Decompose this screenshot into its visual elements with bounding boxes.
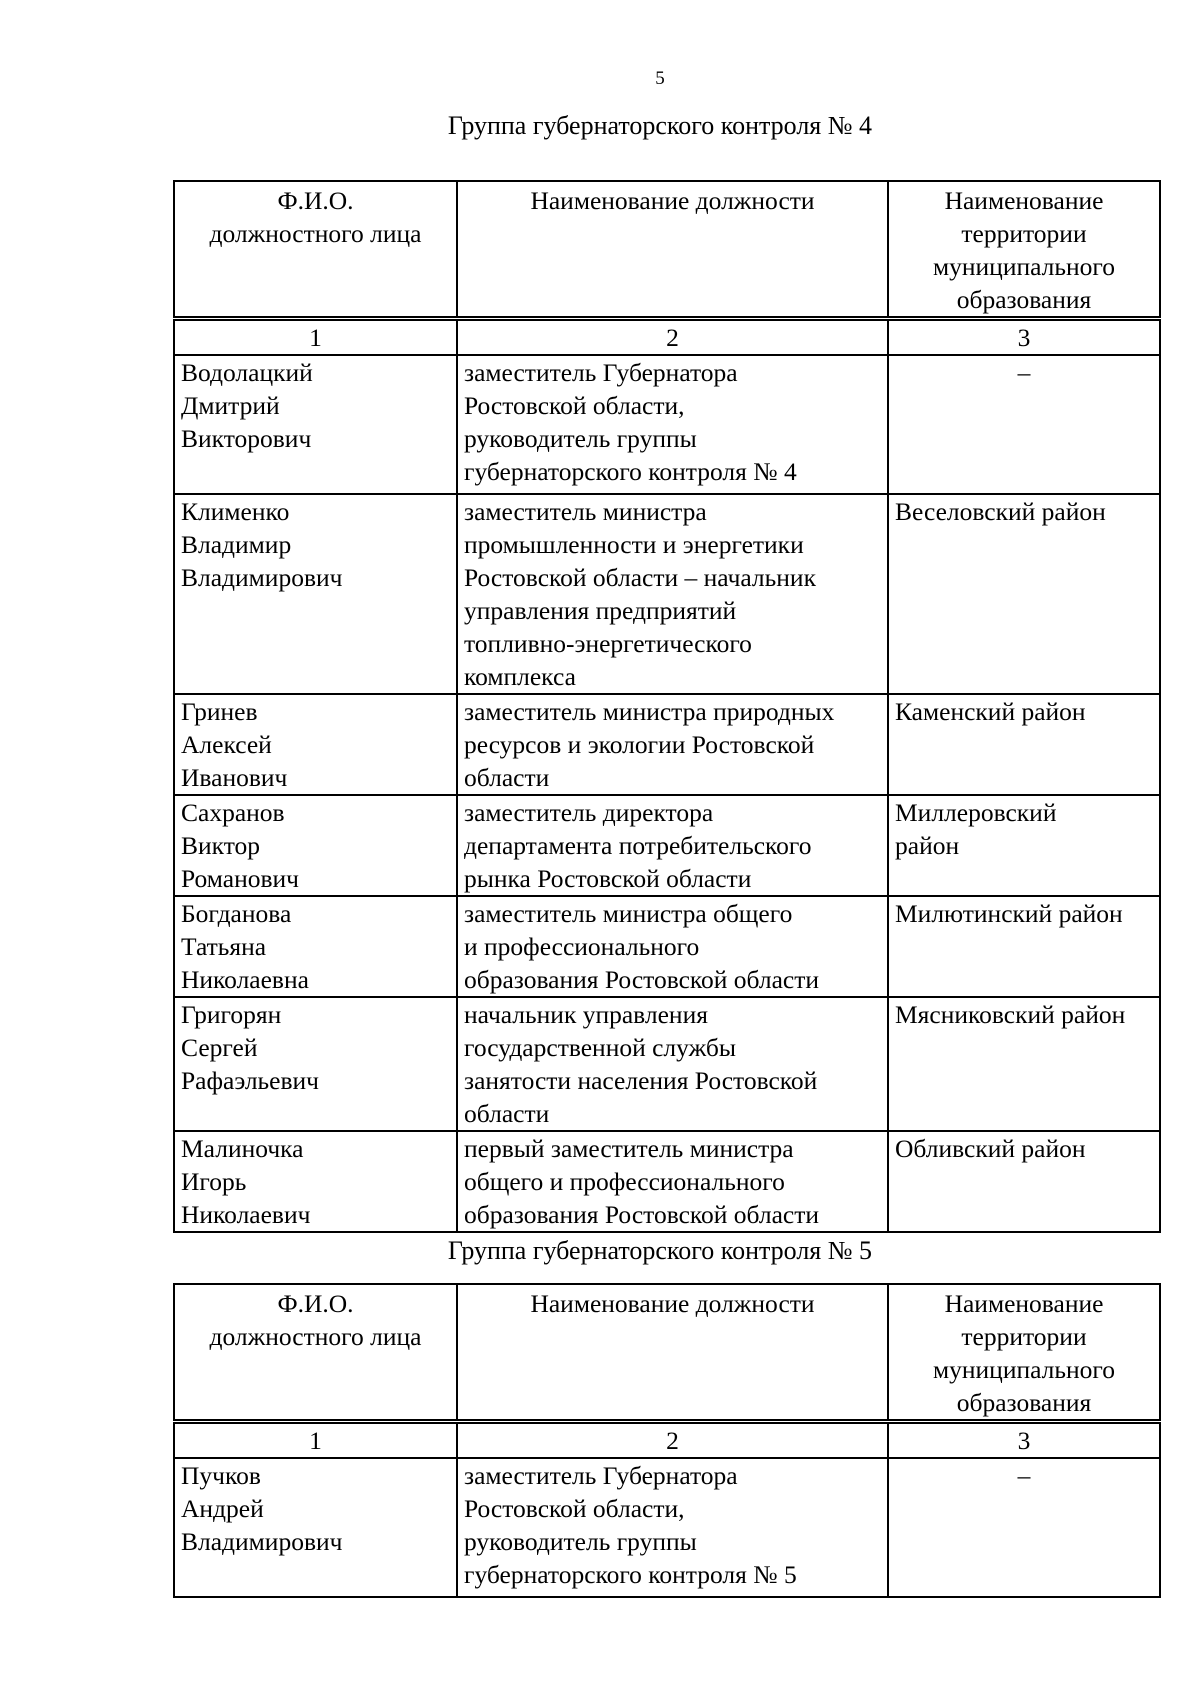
official-name: Гринев Алексей Иванович: [174, 694, 457, 795]
official-position: заместитель министра промышленности и энергетики Ростовской области – начальник управления предприятий топливно-энергетического комплекса: [457, 494, 888, 694]
territory: Мясниковский район: [888, 997, 1160, 1131]
table-header-row: [174, 181, 1160, 319]
official-name: Богданова Татьяна Николаевна: [174, 896, 457, 997]
official-name: Малиночка Игорь Николаевич: [174, 1131, 457, 1232]
official-name: Клименко Владимир Владимирович: [174, 494, 457, 694]
official-position: заместитель министра общего и профессионального образования Ростовской области: [457, 896, 888, 997]
column-number-1: 1: [174, 1422, 457, 1459]
table-row: [174, 997, 1160, 1131]
territory: Миллеровский район: [888, 795, 1160, 896]
column-number-3: 3: [888, 1422, 1160, 1459]
header-territory: Наименование территории муниципального образования: [888, 1284, 1160, 1422]
header-fio: Ф.И.О. должностного лица: [174, 1284, 457, 1422]
table-row: [174, 694, 1160, 795]
official-name: Сахранов Виктор Романович: [174, 795, 457, 896]
table-row: [174, 494, 1160, 694]
column-number-row: [174, 319, 1160, 356]
header-fio: Ф.И.О. должностного лица: [174, 181, 457, 319]
column-number-3: 3: [888, 319, 1160, 356]
territory: Обливский район: [888, 1131, 1160, 1232]
official-position: заместитель директора департамента потребительского рынка Ростовской области: [457, 795, 888, 896]
table-row: [174, 355, 1160, 494]
territory: –: [888, 1458, 1160, 1597]
territory: Каменский район: [888, 694, 1160, 795]
official-position: заместитель Губернатора Ростовской области, руководитель группы губернаторского контроля № 5: [457, 1458, 888, 1597]
territory: –: [888, 355, 1160, 494]
group-4-table: [173, 180, 1161, 1233]
table-row: [174, 795, 1160, 896]
group-4-title: Группа губернаторского контроля № 4: [447, 111, 873, 140]
official-name: Водолацкий Дмитрий Викторович: [174, 355, 457, 494]
table-row: [174, 1458, 1160, 1597]
column-number-2: 2: [457, 319, 888, 356]
table-row: [174, 1131, 1160, 1232]
group-5-title: Группа губернаторского контроля № 5: [447, 1236, 873, 1265]
table-row: [174, 896, 1160, 997]
official-name: Пучков Андрей Владимирович: [174, 1458, 457, 1597]
column-number-row: [174, 1422, 1160, 1459]
table-header-row: [174, 1284, 1160, 1422]
group-5-table: [173, 1283, 1161, 1598]
territory: Милютинский район: [888, 896, 1160, 997]
official-name: Григорян Сергей Рафаэльевич: [174, 997, 457, 1131]
header-territory: Наименование территории муниципального образования: [888, 181, 1160, 319]
official-position: первый заместитель министра общего и профессионального образования Ростовской области: [457, 1131, 888, 1232]
territory: Веселовский район: [888, 494, 1160, 694]
column-number-1: 1: [174, 319, 457, 356]
official-position: заместитель Губернатора Ростовской области, руководитель группы губернаторского контроля № 4: [457, 355, 888, 494]
header-position: Наименование должности: [457, 181, 888, 319]
page-number: 5: [655, 68, 665, 89]
official-position: заместитель министра природных ресурсов и экологии Ростовской области: [457, 694, 888, 795]
column-number-2: 2: [457, 1422, 888, 1459]
official-position: начальник управления государственной службы занятости населения Ростовской области: [457, 997, 888, 1131]
header-position: Наименование должности: [457, 1284, 888, 1422]
